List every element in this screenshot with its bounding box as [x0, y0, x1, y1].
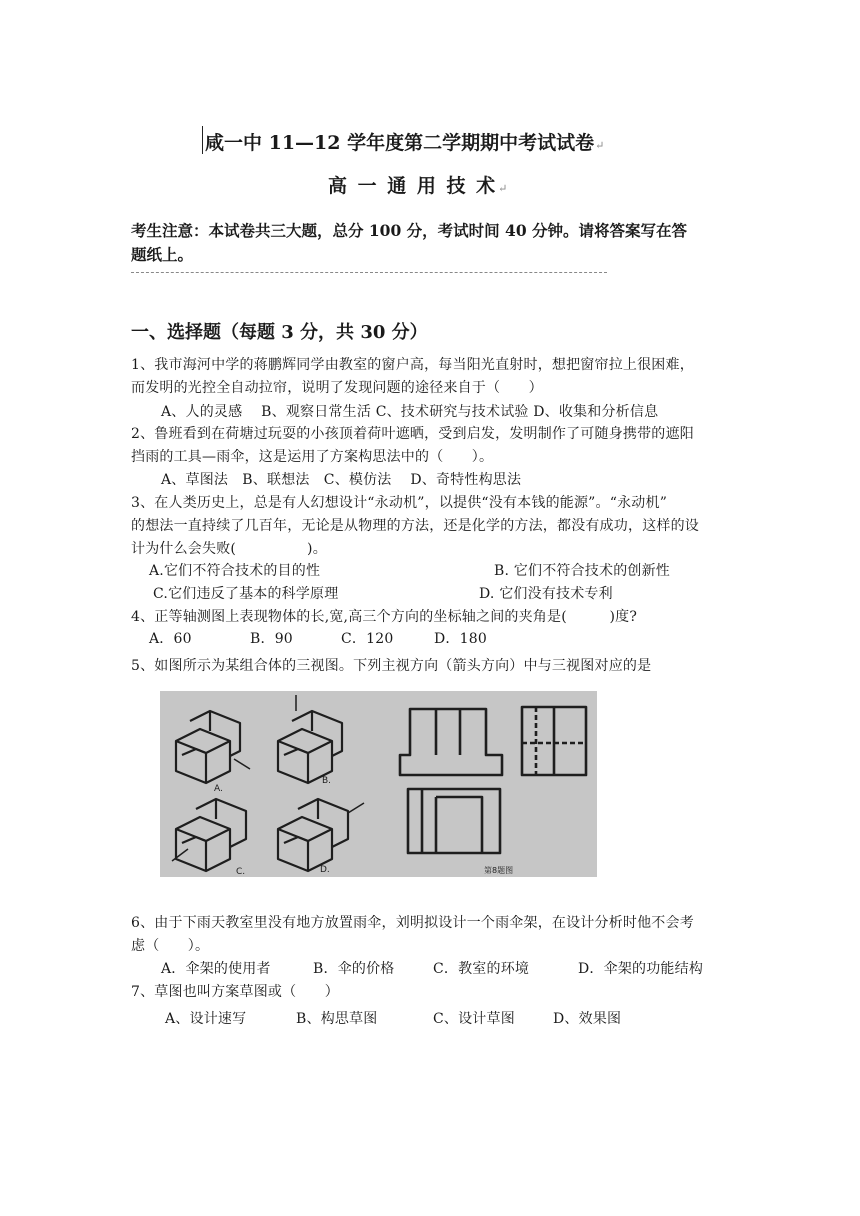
- q7-option-b: B、构思草图: [296, 1011, 378, 1027]
- q5-line-1: 5、如图所示为某组合体的三视图。下列主视方向（箭头方向）中与三视图对应的是: [131, 658, 652, 674]
- q4-option-c: C．120: [341, 631, 394, 647]
- fig-label-d: D.: [320, 865, 330, 875]
- q1-options: A、人的灵感 B、观察日常生活 C、技术研究与技术试验 D、收集和分析信息: [161, 404, 659, 420]
- q3-line-2: 的想法一直持续了几百年，无论是从物理的方法，还是化学的方法，都没有成功，这样的设: [131, 518, 699, 534]
- q3-line-3: 计为什么会失败( )。: [131, 541, 327, 557]
- q4-option-a: A．60: [149, 631, 192, 647]
- paragraph-mark-icon: ↵: [595, 139, 605, 152]
- fig-label-b: B.: [322, 776, 332, 786]
- q7-option-d: D、效果图: [553, 1011, 622, 1027]
- fig-label-c: C.: [236, 867, 246, 877]
- q7-option-c: C、设计草图: [433, 1011, 515, 1027]
- dashed-separator: [131, 272, 607, 273]
- notice-line-2: 题纸上。: [131, 245, 194, 264]
- q7-option-a: A、设计速写: [165, 1011, 247, 1027]
- q3-option-b: B. 它们不符合技术的创新性: [494, 563, 670, 579]
- three-view-figure: [160, 691, 597, 877]
- q6-line-1: 6、由于下雨天教室里没有地方放置雨伞，刘明拟设计一个雨伞架，在设计分析时他不会考: [131, 915, 694, 931]
- q1-line-1: 1、我市海河中学的蒋鹏辉同学由教室的窗户高，每当阳光直射时，想把窗帘拉上很困难，: [131, 357, 694, 373]
- q2-options: A、草图法 B、联想法 C、模仿法 D、奇特性构思法: [161, 472, 522, 488]
- exam-title: 咸一中 11—12 学年度第二学期期中考试试卷↵: [205, 132, 605, 154]
- q3-option-a: A.它们不符合技术的目的性: [149, 563, 321, 579]
- paragraph-mark-icon: ↵: [498, 182, 510, 195]
- notice-line-1: 考生注意：本试卷共三大题，总分 100 分，考试时间 40 分钟。请将答案写在答: [131, 221, 688, 240]
- q6-option-b: B．伞的价格: [313, 961, 395, 977]
- q6-line-2: 虑（ ）。: [131, 938, 210, 954]
- q4-option-d: D．180: [434, 631, 487, 647]
- q3-line-1: 3、在人类历史上，总是有人幻想设计“永动机”，以提供“没有本钱的能源”。“永动机”: [131, 495, 668, 511]
- q6-option-c: C．教室的环境: [433, 961, 530, 977]
- fig-caption: 第8题图: [484, 866, 514, 875]
- q6-option-d: D．伞架的功能结构: [578, 961, 704, 977]
- exam-subtitle: 高 一 通 用 技 术↵: [328, 175, 510, 197]
- q4-line-1: 4、正等轴测图上表现物体的长,宽,高三个方向的坐标轴之间的夹角是( )度?: [131, 609, 638, 625]
- section-title: 一、选择题（每题 3 分，共 30 分）: [131, 322, 428, 343]
- q3-option-c: C.它们违反了基本的科学原理: [153, 586, 339, 602]
- q3-option-d: D. 它们没有技术专利: [479, 586, 613, 602]
- q7-line-1: 7、草图也叫方案草图或（ ）: [131, 984, 339, 1000]
- q2-line-2: 挡雨的工具—雨伞，这是运用了方案构思法中的（ ）。: [131, 449, 494, 465]
- q6-option-a: A．伞架的使用者: [161, 961, 271, 977]
- q4-option-b: B．90: [250, 631, 293, 647]
- q1-line-2: 而发明的光控全自动拉帘，说明了发现问题的途径来自于（ ）: [131, 380, 543, 396]
- text-cursor: [202, 126, 203, 154]
- q2-line-1: 2、鲁班看到在荷塘过玩耍的小孩顶着荷叶遮晒，受到启发，发明制作了可随身携带的遮阳: [131, 426, 694, 442]
- three-view-drawing: [160, 691, 597, 877]
- fig-label-a: A.: [214, 784, 223, 794]
